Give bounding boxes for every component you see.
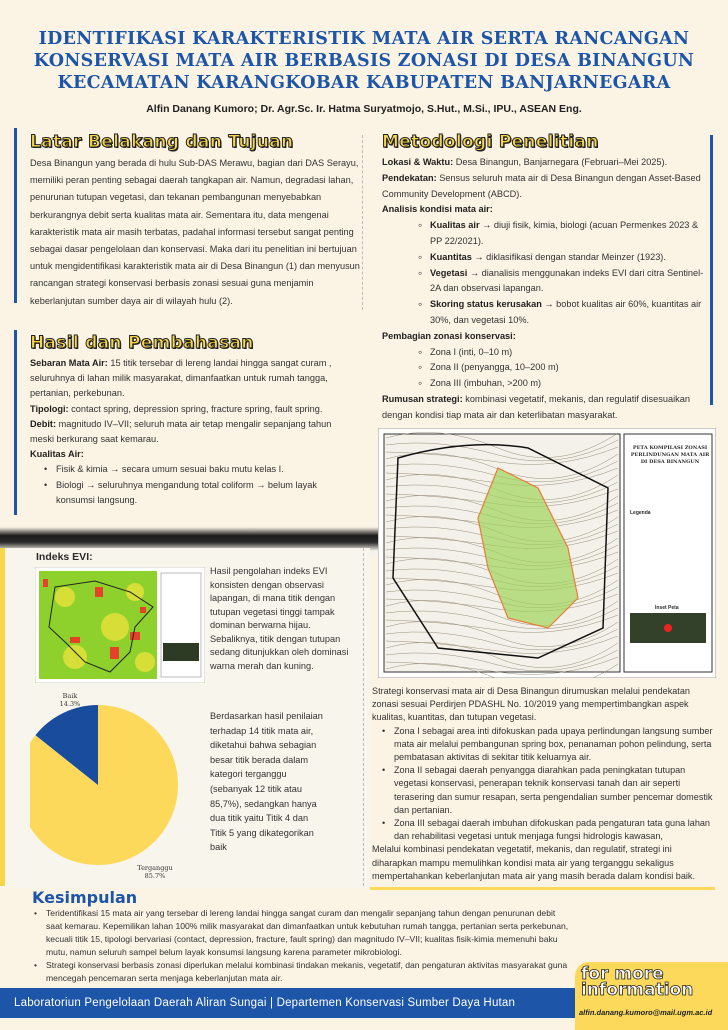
authors: Alfin Danang Kumoro; Dr. Agr.Sc. Ir. Hatma Suryatmojo, S.Hut., M.Si., IPU., ASEAN Eng.	[146, 103, 582, 115]
poster-title	[0, 28, 728, 94]
divider	[14, 330, 17, 515]
pie-value-label: 14.3%	[59, 700, 81, 708]
strategi-intro: Strategi konservasi mata air di Desa Binangun dirumuskan melalui pendekatan zonasi sesuai Perdirjen PDASHL No. 10/2019 yang mempertimbangkan aspek kualitas, kuantitas, dan tutupan vegetasi.	[372, 686, 690, 723]
section-heading: Latar Belakang dan Tujuan	[30, 132, 294, 152]
text: diklasifikasi dengan standar Meinzer (1923).	[483, 251, 666, 262]
divider	[0, 548, 5, 886]
pie-chart	[30, 690, 200, 885]
list-item: ◦ Zona III (imbuhan, >200 m)	[382, 376, 707, 392]
label: Kuantitas →	[430, 251, 484, 262]
analisis-list	[382, 218, 707, 329]
kualitas-list	[30, 462, 355, 508]
strategi-list	[368, 725, 717, 844]
label: Analisis kondisi mata air:	[382, 204, 493, 215]
list-item: • Zona II sebagai daerah penyangga diarahkan pada peningkatan tutupan vegetasi konservasi, penerapan teknik konservasi tanah dan air seperti terasering dan sumur resapan, serta pengendalian sumber pencemar domestik dan pertanian.	[368, 764, 717, 817]
section-metodologi	[382, 132, 707, 424]
kesimpulan-list	[20, 907, 570, 985]
section-heading: Kesimpulan	[32, 888, 138, 907]
pie-description: Berdasarkan hasil penilaian terhadap 14 titik mata air, diketahui bahwa sebagian besar titik berada dalam kategori terganggu (sebanyak 12 titik atau 85,7%), sedangkan hanya dua titik yaitu Titik 4 dan Titik 5 yang dikategorikan baik	[210, 711, 323, 853]
list-item: • Fisik & kimia → secara umum sesuai baku mutu kelas I.	[30, 462, 355, 477]
label: Tipologi:	[30, 403, 69, 414]
list-item: • Biologi → seluruhnya mengandung total coliform → belum layak konsumsi langsung.	[30, 478, 355, 508]
zonasi-list	[382, 345, 707, 392]
map-inset-heading: Inset Peta	[655, 605, 679, 611]
label: Lokasi & Waktu:	[382, 157, 454, 167]
divider	[363, 548, 364, 886]
more-line: for more	[581, 964, 664, 984]
text: magnitudo IV–VII; seluruh mata air tetap mengalir sepanjang tahun meski berkurang saat kemarau.	[30, 418, 332, 445]
list-item	[382, 250, 707, 266]
list-item: • Teridentifikasi 15 mata air yang tersebar di lereng landai hingga sangat curam dan mengalir sepanjang tahun dengan penurunan debit saat kemarau. Kepemilikan lahan 100% milik masyarakat dan dimanfaatkan untuk kebutuhan rumah tangga, pertanian serta perkebunan, kecuali titik 15, tipologi bervariasi (contact, depression, fracture, fault spring) dan magnitudo IV–VII; kualitas fisik-kimia memenuhi baku mutu, namun seluruh sampel belum layak konsumsi langsung karena parameter mikrobiologi.	[20, 907, 570, 959]
map-title: PETA KOMPILASI ZONASI PERLINDUNGAN MATA AIR DI DESA BINANGUN	[630, 445, 710, 465]
label: Kualitas Air:	[30, 449, 84, 460]
evi-label: Indeks EVI:	[36, 551, 93, 563]
list-item	[382, 266, 707, 298]
list-item: ◦ Zona I (inti, 0–10 m)	[382, 345, 707, 361]
map-legend-heading: Legenda	[630, 510, 651, 516]
footer-bar: Laboratoriun Pengelolaan Daerah Aliran Sungai | Departemen Konservasi Sumber Daya Hutan	[0, 988, 590, 1018]
more-info-heading	[581, 966, 693, 998]
section-heading: Metodologi Penelitian	[382, 132, 599, 152]
text: Sensus seluruh mata air di Desa Binangun dengan Asset-Based Community Development (ABCD).	[382, 172, 701, 199]
list-item	[382, 218, 707, 250]
text: kombinasi vegetatif, mekanis, dan regulatif disesuaikan dengan kondisi tiap mata air dan keterlibatan masyarakat.	[382, 393, 690, 420]
section-latar	[30, 132, 360, 310]
more-line: information	[581, 980, 694, 1000]
divider	[362, 135, 363, 310]
divider	[14, 128, 17, 303]
evi-map-image	[35, 567, 205, 683]
title-line: KONSERVASI MATA AIR BERBASIS ZONASI DI DESA BINANGUN	[33, 51, 695, 71]
label: Kualitas air →	[430, 220, 492, 231]
section-heading: Hasil dan Pembahasan	[30, 333, 254, 353]
label: Vegetasi →	[430, 267, 480, 278]
divider	[370, 887, 715, 890]
list-item: • Zona I sebagai area inti difokuskan pada upaya perlindungan langsung sumber mata air melalui pembangunan spring box, penanaman pohon pelindung, serta pembatasan aktivitas di sekitar titik keluarnya air.	[368, 725, 717, 765]
strategi-closing: Melalui kombinasi pendekatan vegetatif, mekanis, dan regulatif, strategi ini diharapkan mampu memulihkan kondisi mata air yang terganggu sekaligus mempertahankan keberlanjutan mata air yang masih berada dalam kondisi baik.	[372, 844, 696, 881]
text: Desa Binangun, Banjarnegara (Februari–Mei 2025).	[453, 157, 668, 167]
pie-category-label: Terganggu	[137, 864, 173, 872]
section-text: Desa Binangun yang berada di hulu Sub-DAS Merawu, bagian dari DAS Serayu, memiliki peran penting sebagai daerah tangkapan air. Namun, degradasi lahan, penurunan tutupan vegetasi, dan tekanan pembangunan menyebabkan berkurangnya debit serta kualitas mata air. Sementara itu, data mengenai karakteristik mata air masih terbatas, padahal informasi tersebut sangat penting sebagai dasar pengelolaan dan konservasi. Maka dari itu penelitian ini bertujuan untuk mengidentifikasi karakteristik mata air di Desa Binangun (1) dan menyusun rancangan strategi konservasi berbasis zonasi sesuai guna menjamin keberlanjutan sumber daya air di wilayah hulu (2).	[30, 158, 360, 306]
text: diuji fisik, kimia, biologi (acuan Permenkes 2023 & PP 22/2021).	[430, 220, 699, 246]
label: Skoring status kerusakan →	[430, 299, 554, 310]
label: Pendekatan:	[382, 172, 437, 183]
text: bobot kualitas air 60%, kuantitas air 30%, dan vegetasi 10%.	[430, 299, 702, 325]
list-item	[382, 297, 707, 329]
more-info-box	[575, 962, 728, 1030]
label: Rumusan strategi:	[382, 393, 463, 404]
evi-text: Hasil pengolahan indeks EVI konsisten dengan observasi lapangan, di mana titik dengan tutupan vegetasi tinggi tampak dominan berwarna hijau. Sebaliknya, titik dengan tutupan sedang ditunjukkan oleh dominasi warna merah dan kuning.	[210, 566, 349, 671]
email-link[interactable]: alfin.danang.kumoro@mail.ugm.ac.id	[579, 1008, 713, 1017]
text: 15 titik tersebar di lereng landai hingga sangat curam , seluruhnya di lahan milik masyarakat, dimanfaatkan untuk rumah tangga, pertanian, perkebunan.	[30, 358, 332, 399]
list-item: • Strategi konservasi berbasis zonasi diperlukan melalui kombinasi tindakan mekanis, vegetatif, dan pengaturan aktivitas masyarakat guna mencegah pencemaran serta menjaga keberlanjutan mata air.	[20, 959, 570, 985]
pie-category-label: Baik	[62, 692, 78, 700]
label: Pembagian zonasi konservasi:	[382, 330, 516, 341]
strategi-section	[372, 685, 717, 883]
divider	[710, 135, 713, 405]
list-item: ◦ Zona II (penyangga, 10–200 m)	[382, 360, 707, 376]
text: dianalisis menggunakan indeks EVI dari citra Sentinel-2A dan observasi lapangan.	[430, 267, 704, 294]
list-item: • Zona III sebagai daerah imbuhan difokuskan pada pengaturan tata guna lahan dan rehabilitasi vegetasi untuk menjaga fungsi hidrologis kawasan,	[368, 817, 717, 843]
label: Debit:	[30, 418, 57, 429]
title-line: KECAMATAN KARANGKOBAR KABUPATEN BANJARNEGARA	[57, 73, 671, 93]
section-hasil	[30, 333, 355, 508]
pie-value-label: 85.7%	[144, 872, 166, 880]
label: Sebaran Mata Air:	[30, 358, 108, 368]
text: contact spring, depression spring, fracture spring, fault spring.	[68, 403, 323, 414]
title-line: IDENTIFIKASI KARAKTERISTIK MATA AIR SERTA RANCANGAN	[38, 29, 690, 49]
